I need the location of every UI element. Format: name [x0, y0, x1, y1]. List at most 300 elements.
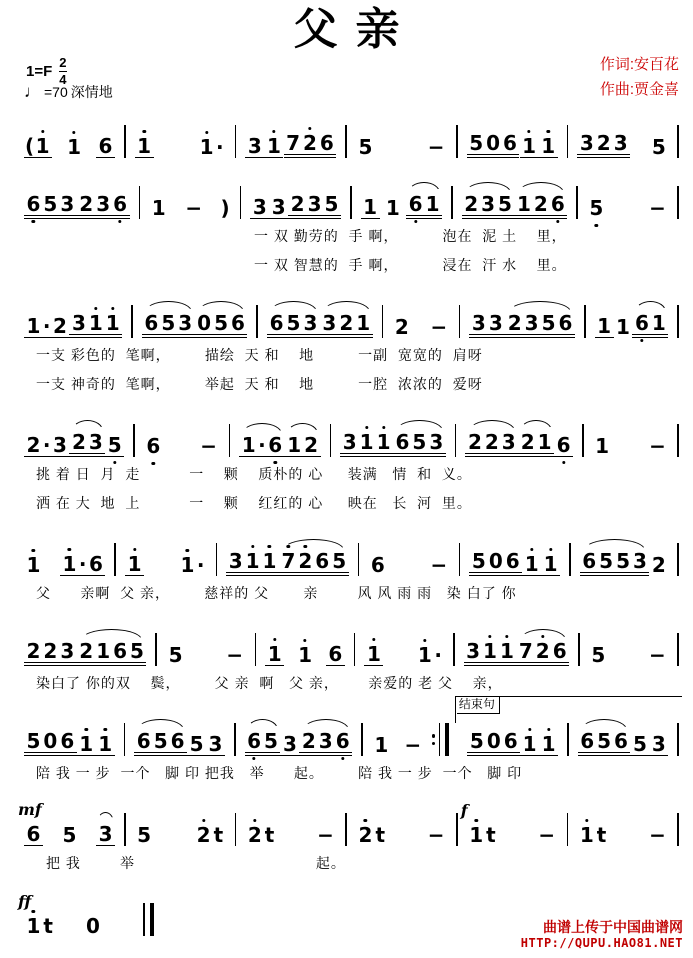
- dynamic-marking: mf: [18, 800, 42, 819]
- barline: [677, 813, 679, 846]
- octave-dot-high: [547, 728, 550, 731]
- measure: [141, 198, 238, 219]
- barline: [350, 186, 352, 219]
- note: 3: [651, 732, 666, 756]
- barline: [677, 125, 679, 158]
- dash-note: −: [317, 823, 334, 847]
- quarter-note-icon: ♩: [24, 82, 41, 101]
- note-group: [589, 645, 608, 666]
- note: 1: [261, 551, 278, 572]
- note: 1: [297, 645, 314, 666]
- note-group: [630, 734, 649, 756]
- footer-site-name: 曲谱上传于中国曲谱网: [543, 919, 683, 935]
- note: 2: [301, 133, 318, 154]
- measure: [16, 731, 123, 756]
- measure: [457, 432, 581, 457]
- lyric-line: 把 我 举 起。: [46, 855, 346, 871]
- note-group: [296, 645, 315, 666]
- barline: [578, 633, 580, 666]
- note-group: [166, 645, 185, 666]
- note: 1: [651, 311, 666, 335]
- note-group: [467, 825, 498, 846]
- note-group: [69, 313, 122, 338]
- note: 5: [412, 430, 427, 454]
- note: 6: [145, 436, 162, 457]
- octave-dot-low: [640, 339, 643, 342]
- note: 6: [370, 553, 385, 577]
- note: 5: [471, 549, 486, 573]
- barline: [677, 543, 679, 576]
- note-group: [245, 825, 276, 846]
- barline: [255, 633, 257, 666]
- octave-dot-high: [530, 548, 533, 551]
- note-group: [135, 825, 154, 846]
- note-group: [632, 313, 668, 338]
- note-group: [284, 133, 337, 158]
- note: 3: [579, 131, 594, 155]
- note: 2: [195, 825, 212, 846]
- note: 1: [34, 136, 51, 157]
- note-group: [647, 436, 669, 457]
- augmentation-dot: ·: [78, 552, 87, 576]
- note: 1: [595, 434, 610, 458]
- note-group: [69, 432, 105, 457]
- note: 2: [290, 192, 305, 216]
- dash-note: −: [538, 823, 556, 847]
- note: 3: [178, 311, 193, 335]
- note-group: [580, 551, 650, 576]
- note-group: [577, 825, 608, 846]
- note-group: [614, 317, 633, 338]
- octave-dot-high: [528, 728, 531, 731]
- note-group: [142, 313, 195, 338]
- song-title: 父亲: [293, 4, 418, 55]
- note: 2: [339, 311, 354, 335]
- note-group: [356, 825, 387, 846]
- note: 1: [244, 551, 261, 572]
- note-group: [587, 198, 606, 219]
- measure: [237, 133, 344, 158]
- note: t: [375, 823, 385, 847]
- barline: [143, 903, 145, 936]
- note-group: [187, 734, 206, 756]
- note: 1: [542, 554, 559, 575]
- note: 6: [407, 194, 424, 215]
- octave-dot-high: [304, 545, 307, 548]
- note: 3: [53, 433, 67, 457]
- measure: [360, 555, 457, 576]
- note-group: [24, 316, 69, 338]
- note: 6: [505, 549, 520, 573]
- note-group: [197, 137, 226, 158]
- tempo-value: =70: [44, 84, 68, 100]
- note-group: [226, 551, 279, 576]
- octave-dot-high: [205, 131, 208, 134]
- octave-dot-low: [118, 220, 121, 223]
- barline: [567, 813, 569, 846]
- note: t: [213, 823, 224, 847]
- barline: [677, 633, 679, 666]
- note: 6: [267, 435, 284, 456]
- note: 1: [540, 136, 557, 157]
- note: 6: [555, 435, 572, 456]
- credits: [600, 52, 679, 102]
- octave-dot-high: [253, 819, 256, 822]
- note: 6: [231, 311, 245, 335]
- note: 2: [26, 639, 41, 663]
- measure: [16, 554, 113, 576]
- octave-dot-high: [85, 728, 88, 731]
- note-group: [649, 555, 668, 576]
- note-group: [288, 194, 341, 219]
- note-group: [315, 825, 337, 846]
- note: 3: [271, 195, 286, 219]
- note-group: [239, 435, 284, 457]
- note: 1: [96, 639, 111, 663]
- note: 0: [486, 131, 501, 155]
- octave-dot-low: [556, 220, 559, 223]
- note-group: [96, 136, 115, 158]
- note-group: [467, 731, 520, 756]
- note-group: [280, 734, 299, 756]
- note: 0: [43, 729, 58, 753]
- note-group: [372, 735, 391, 756]
- barline: [677, 424, 679, 457]
- note-group: [522, 554, 541, 576]
- note-group: [467, 133, 520, 158]
- note: 6: [98, 134, 113, 158]
- note: 5: [214, 311, 229, 335]
- note: 6: [113, 639, 128, 663]
- note: 2: [464, 192, 479, 216]
- note: 3: [613, 131, 628, 155]
- note-group: [245, 136, 264, 158]
- note: 6: [112, 194, 129, 215]
- note: 5: [599, 549, 614, 573]
- note: 1: [358, 432, 375, 453]
- note-group: [77, 641, 147, 666]
- note: 3: [481, 192, 496, 216]
- note: 6: [633, 313, 650, 334]
- repeat-dot: [432, 742, 436, 746]
- measure: [218, 551, 356, 576]
- note: 5: [168, 643, 183, 667]
- note-group: [105, 435, 124, 457]
- note: 2: [297, 551, 314, 572]
- note: 1: [25, 555, 42, 576]
- measure: [257, 644, 352, 666]
- note-group: [393, 432, 446, 457]
- dash-note: −: [427, 823, 445, 847]
- barline: [345, 813, 347, 846]
- barline: [124, 125, 126, 158]
- octave-dot-high: [308, 127, 311, 130]
- note: 1: [78, 734, 95, 755]
- note-group: [464, 641, 517, 666]
- system: [16, 530, 680, 605]
- note-group: [206, 734, 225, 756]
- note-group: [24, 916, 55, 937]
- dash-note: −: [649, 643, 666, 667]
- final-barline: [142, 903, 155, 937]
- note-group: [250, 197, 269, 219]
- note: 1: [468, 825, 485, 846]
- note-group: [402, 735, 424, 756]
- note: 2: [26, 433, 41, 457]
- note: 6: [25, 194, 42, 215]
- measure: [356, 644, 451, 666]
- repeat-dots: [432, 734, 436, 745]
- note: 3: [318, 729, 333, 753]
- note: 3: [322, 311, 337, 335]
- note: 1: [482, 641, 499, 662]
- note: 6: [170, 729, 185, 753]
- notes-row: [16, 292, 680, 338]
- note-group: [469, 313, 505, 338]
- note-group: [60, 825, 79, 846]
- octave-dot-high: [547, 130, 550, 133]
- note-group: [406, 194, 442, 219]
- note: 3: [466, 639, 481, 663]
- note: 7: [280, 551, 297, 572]
- note: 5: [541, 311, 556, 335]
- note: 1: [241, 433, 256, 457]
- notes-row: [16, 697, 680, 757]
- note: 1: [374, 733, 389, 757]
- note: 5: [264, 729, 278, 753]
- octave-dot-high: [541, 635, 544, 638]
- note: 5: [106, 435, 123, 456]
- footer-site-url[interactable]: HTTP://QUPU.HAO81.NET: [520, 936, 683, 950]
- note-group: [24, 824, 43, 846]
- octave-dot-high: [32, 910, 35, 913]
- footer: [521, 918, 683, 951]
- note: 1: [61, 554, 78, 575]
- barline: [234, 723, 236, 756]
- note: 6: [144, 311, 159, 335]
- barline: [455, 424, 457, 457]
- barline: [459, 543, 461, 576]
- note: 6: [246, 731, 263, 752]
- note-group: [505, 313, 575, 338]
- barline: [677, 305, 679, 338]
- note: 2: [304, 433, 319, 457]
- system: [16, 800, 680, 875]
- octave-dot-high: [585, 819, 588, 822]
- note: 6: [315, 549, 330, 573]
- dash-note: −: [200, 434, 218, 458]
- measure: [332, 432, 454, 457]
- note: 5: [588, 198, 605, 219]
- note: 2: [43, 639, 58, 663]
- note: 1: [385, 196, 400, 220]
- note-group: [125, 554, 144, 576]
- octave-dot-low: [252, 757, 255, 760]
- notes-row: [16, 173, 680, 219]
- repeat-thick-bar: [445, 723, 450, 756]
- note: 5: [153, 729, 168, 753]
- measure: [459, 801, 566, 847]
- note-group: [149, 198, 168, 219]
- note: 5: [189, 732, 204, 756]
- note-group: [465, 432, 518, 457]
- note: 3: [303, 311, 318, 335]
- lyric-line: 一 双 智慧的 手 啊， 浸在 汗 水 里。: [254, 257, 567, 273]
- note: 2: [79, 639, 94, 663]
- note: 3: [88, 430, 103, 454]
- barline: [354, 633, 356, 666]
- octave-dot-high: [382, 426, 385, 429]
- barline: [240, 186, 242, 219]
- note: 7: [286, 131, 300, 155]
- octave-dot-high: [505, 635, 508, 638]
- note: 6: [503, 131, 517, 155]
- measure: [117, 554, 214, 576]
- note: 2: [53, 314, 67, 338]
- note: 3: [282, 732, 297, 756]
- tempo-marking: [24, 82, 113, 102]
- barline: [139, 186, 141, 219]
- note: 6: [136, 729, 151, 753]
- dash-note: −: [430, 553, 448, 577]
- dash-note: −: [185, 196, 203, 220]
- dash-note: −: [226, 643, 244, 667]
- note: 1: [179, 555, 196, 576]
- note: 3: [429, 430, 444, 454]
- note: 2: [357, 825, 374, 846]
- note-group: [428, 317, 450, 338]
- measure: [456, 641, 578, 666]
- barline: [256, 305, 258, 338]
- measure: [570, 731, 677, 756]
- note: 3: [307, 192, 322, 216]
- note-group: [60, 554, 105, 576]
- dash-note: −: [649, 196, 666, 220]
- dynamic-marking: ff: [18, 892, 32, 911]
- note-group: [65, 137, 84, 158]
- augmentation-dot: ·: [196, 553, 205, 577]
- note-group: [469, 551, 522, 576]
- measure: [242, 194, 349, 219]
- octave-dot-high: [549, 548, 552, 551]
- system: [16, 292, 680, 396]
- note: 1: [516, 192, 531, 216]
- note: 1: [356, 311, 371, 335]
- note: 5: [651, 135, 666, 159]
- octave-dot-high: [103, 728, 106, 731]
- measure: [459, 133, 566, 158]
- final-thick-bar: [150, 903, 155, 936]
- note: 5: [498, 192, 512, 216]
- octave-dot-high: [251, 545, 254, 548]
- note: 1: [498, 641, 515, 662]
- barline: [567, 723, 569, 756]
- measure: [587, 313, 677, 338]
- note: 6: [552, 639, 567, 663]
- note-group: [24, 435, 69, 457]
- note: 5: [26, 729, 41, 753]
- note: 2: [507, 311, 522, 335]
- note: 3: [247, 134, 262, 158]
- measure: [579, 198, 676, 219]
- measure: [348, 825, 455, 846]
- octave-dot-high: [268, 545, 271, 548]
- note: 1: [136, 136, 153, 157]
- lyric-line: 父 亲啊 父 亲， 慈祥的 父 亲 风 风 雨 雨 染 白了 你: [36, 585, 517, 601]
- note: 5: [632, 732, 647, 756]
- note: 1: [425, 192, 440, 216]
- note-group: [541, 554, 560, 576]
- note: 1: [66, 137, 83, 158]
- note: 5: [286, 311, 301, 335]
- note-group: [326, 644, 345, 666]
- dash-note: −: [649, 823, 666, 847]
- composer-credit: 作曲:贾金喜: [599, 81, 679, 98]
- note: 3: [98, 822, 113, 846]
- barline: [453, 633, 455, 666]
- note-group: [383, 198, 402, 219]
- octave-dot-high: [186, 549, 189, 552]
- measure: [259, 313, 381, 338]
- notes-row: [16, 800, 680, 846]
- note-group: [595, 316, 614, 338]
- note-group: [77, 734, 96, 756]
- barline: [124, 813, 126, 846]
- note: 1: [26, 314, 41, 338]
- note-group: [554, 435, 573, 457]
- note: 3: [60, 639, 75, 663]
- note: 1: [523, 554, 540, 575]
- note-group: [134, 731, 187, 756]
- measure: [16, 432, 132, 457]
- octave-dot-high: [527, 130, 530, 133]
- measure: [127, 136, 234, 158]
- note-group: [320, 313, 373, 338]
- barline: [451, 186, 453, 219]
- note-group: [267, 313, 320, 338]
- dash-note: −: [430, 315, 448, 339]
- measure: [364, 735, 432, 756]
- lyric-line: 洒 在 大 地 上 一 颗 红红的 心 映在 长 河 里。: [36, 495, 472, 511]
- notes-row: [16, 620, 680, 666]
- octave-dot-low: [341, 757, 344, 760]
- barline: [235, 125, 237, 158]
- barline: [567, 125, 569, 158]
- measure: [572, 551, 677, 576]
- barline: [456, 813, 458, 846]
- note-group: [518, 432, 554, 457]
- barline: [569, 543, 571, 576]
- note: 2: [534, 641, 551, 662]
- barline: [582, 424, 584, 457]
- note-group: [178, 555, 207, 576]
- note: 5: [591, 643, 606, 667]
- barline: [114, 543, 116, 576]
- note-group: [219, 198, 230, 219]
- measure: [237, 731, 361, 756]
- note-group: [364, 644, 383, 666]
- note-group: [647, 825, 669, 846]
- octave-dot-high: [111, 307, 114, 310]
- note: 6: [558, 311, 573, 335]
- note-group: [520, 136, 539, 158]
- measure: [454, 194, 576, 219]
- note-group: [195, 313, 248, 338]
- time-signature-denominator: 4: [59, 71, 67, 87]
- note-group: [415, 645, 444, 666]
- note: 5: [324, 192, 339, 216]
- measure: [461, 313, 583, 338]
